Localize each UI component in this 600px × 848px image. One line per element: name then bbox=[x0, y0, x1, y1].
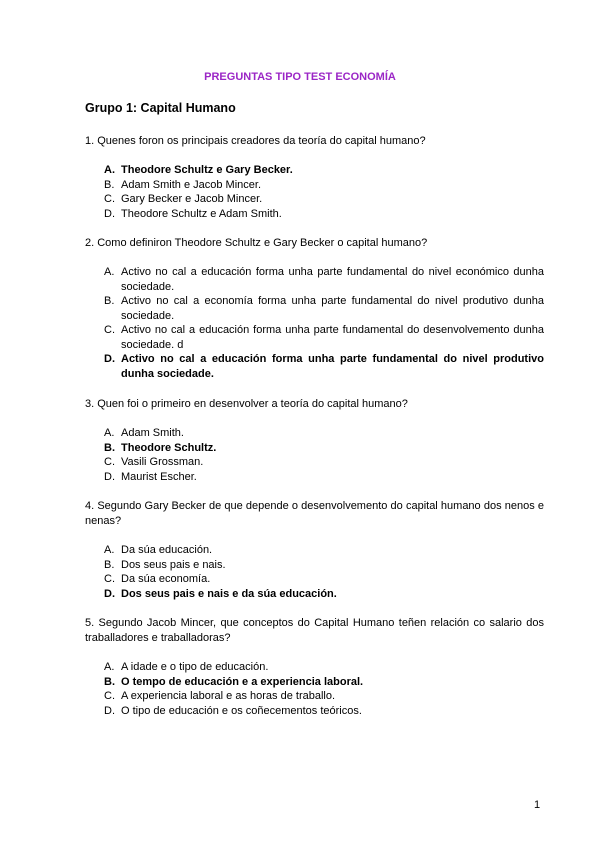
option-text: A experiencia laboral e as horas de traballo. bbox=[121, 690, 336, 702]
option-letter: B. bbox=[104, 178, 115, 191]
option-2c bbox=[104, 323, 544, 352]
option-letter: D. bbox=[104, 353, 115, 365]
option-4b bbox=[104, 558, 544, 573]
option-5a bbox=[104, 660, 544, 675]
option-text: Gary Becker e Jacob Mincer. bbox=[121, 193, 263, 205]
options-list-1 bbox=[104, 163, 544, 221]
option-4d bbox=[104, 587, 544, 602]
question-4: 4. Segundo Gary Becker de que depende o desenvolvemento do capital humano dos nenos e nenas? bbox=[85, 500, 544, 527]
option-3c bbox=[104, 455, 544, 470]
option-letter: B. bbox=[104, 295, 115, 307]
option-letter: A. bbox=[104, 661, 115, 673]
options-list-3 bbox=[104, 426, 544, 484]
option-text: Vasili Grossman. bbox=[121, 456, 204, 468]
option-letter: A. bbox=[104, 164, 115, 176]
option-2a bbox=[104, 265, 544, 294]
question-3: 3. Quen foi o primeiro en desenvolver a teoría do capital humano? bbox=[85, 398, 408, 410]
option-2d bbox=[104, 352, 544, 381]
option-letter: C. bbox=[104, 193, 115, 205]
option-letter: B. bbox=[104, 675, 115, 688]
option-text: Activo no cal a educación forma unha parte fundamental do nivel produtivo dunha sociedade. bbox=[121, 353, 544, 380]
question-2: 2. Como definiron Theodore Schultz e Gary Becker o capital humano? bbox=[85, 237, 428, 249]
option-4c bbox=[104, 572, 544, 587]
option-1a bbox=[104, 163, 544, 178]
option-3b bbox=[104, 441, 544, 456]
options-list-2 bbox=[104, 265, 544, 381]
option-1c bbox=[104, 192, 544, 207]
option-5c bbox=[104, 689, 544, 704]
option-5b bbox=[104, 675, 544, 690]
option-1b bbox=[104, 178, 544, 193]
option-letter: D. bbox=[104, 207, 115, 220]
option-text: Da súa economía. bbox=[121, 573, 211, 585]
option-text: O tipo de educación e os coñecementos teóricos. bbox=[121, 704, 362, 717]
option-1d bbox=[104, 207, 544, 222]
option-letter: C. bbox=[104, 324, 115, 336]
option-letter: D. bbox=[104, 704, 115, 717]
option-text: Adam Smith. bbox=[121, 427, 184, 439]
option-4a bbox=[104, 543, 544, 558]
option-text: Maurist Escher. bbox=[121, 470, 197, 483]
option-letter: D. bbox=[104, 587, 115, 600]
options-list-5 bbox=[104, 660, 544, 718]
option-3a bbox=[104, 426, 544, 441]
question-1: 1. Quenes foron os principais creadores da teoría do capital humano? bbox=[85, 135, 426, 147]
option-letter: B. bbox=[104, 558, 115, 571]
option-text: Dos seus pais e nais. bbox=[121, 558, 226, 571]
question-5: 5. Segundo Jacob Mincer, que conceptos do Capital Humano teñen relación co salario dos traballadores e traballadoras? bbox=[85, 617, 544, 644]
option-letter: A. bbox=[104, 544, 115, 556]
option-2b bbox=[104, 294, 544, 323]
option-text: O tempo de educación e a experiencia laboral. bbox=[121, 675, 364, 688]
option-letter: C. bbox=[104, 573, 115, 585]
option-text: Adam Smith e Jacob Mincer. bbox=[121, 178, 262, 191]
option-letter: C. bbox=[104, 690, 115, 702]
document-title: PREGUNTAS TIPO TEST ECONOMÍA bbox=[204, 71, 396, 83]
option-text: Da súa educación. bbox=[121, 544, 213, 556]
option-text: Theodore Schultz e Gary Becker. bbox=[121, 164, 293, 176]
options-list-4 bbox=[104, 543, 544, 601]
group-title: Grupo 1: Capital Humano bbox=[85, 101, 236, 115]
option-text: Activo no cal a educación forma unha parte fundamental do nivel económico dunha sociedade. bbox=[121, 266, 544, 293]
option-letter: A. bbox=[104, 427, 115, 439]
option-text: Activo no cal a economía forma unha parte fundamental do nivel produtivo dunha sociedade. bbox=[121, 295, 544, 322]
option-text: Theodore Schultz. bbox=[121, 441, 217, 454]
option-letter: B. bbox=[104, 441, 115, 454]
option-3d bbox=[104, 470, 544, 485]
option-letter: D. bbox=[104, 470, 115, 483]
option-letter: C. bbox=[104, 456, 115, 468]
page-number: 1 bbox=[534, 799, 541, 811]
option-text: Dos seus pais e nais e da súa educación. bbox=[121, 587, 337, 600]
option-text: A idade e o tipo de educación. bbox=[121, 661, 269, 673]
option-text: Activo no cal a educación forma unha parte fundamental do desenvolvemento dunha sociedade. d bbox=[121, 324, 544, 351]
option-5d bbox=[104, 704, 544, 719]
option-letter: A. bbox=[104, 266, 115, 278]
option-text: Theodore Schultz e Adam Smith. bbox=[121, 207, 282, 220]
